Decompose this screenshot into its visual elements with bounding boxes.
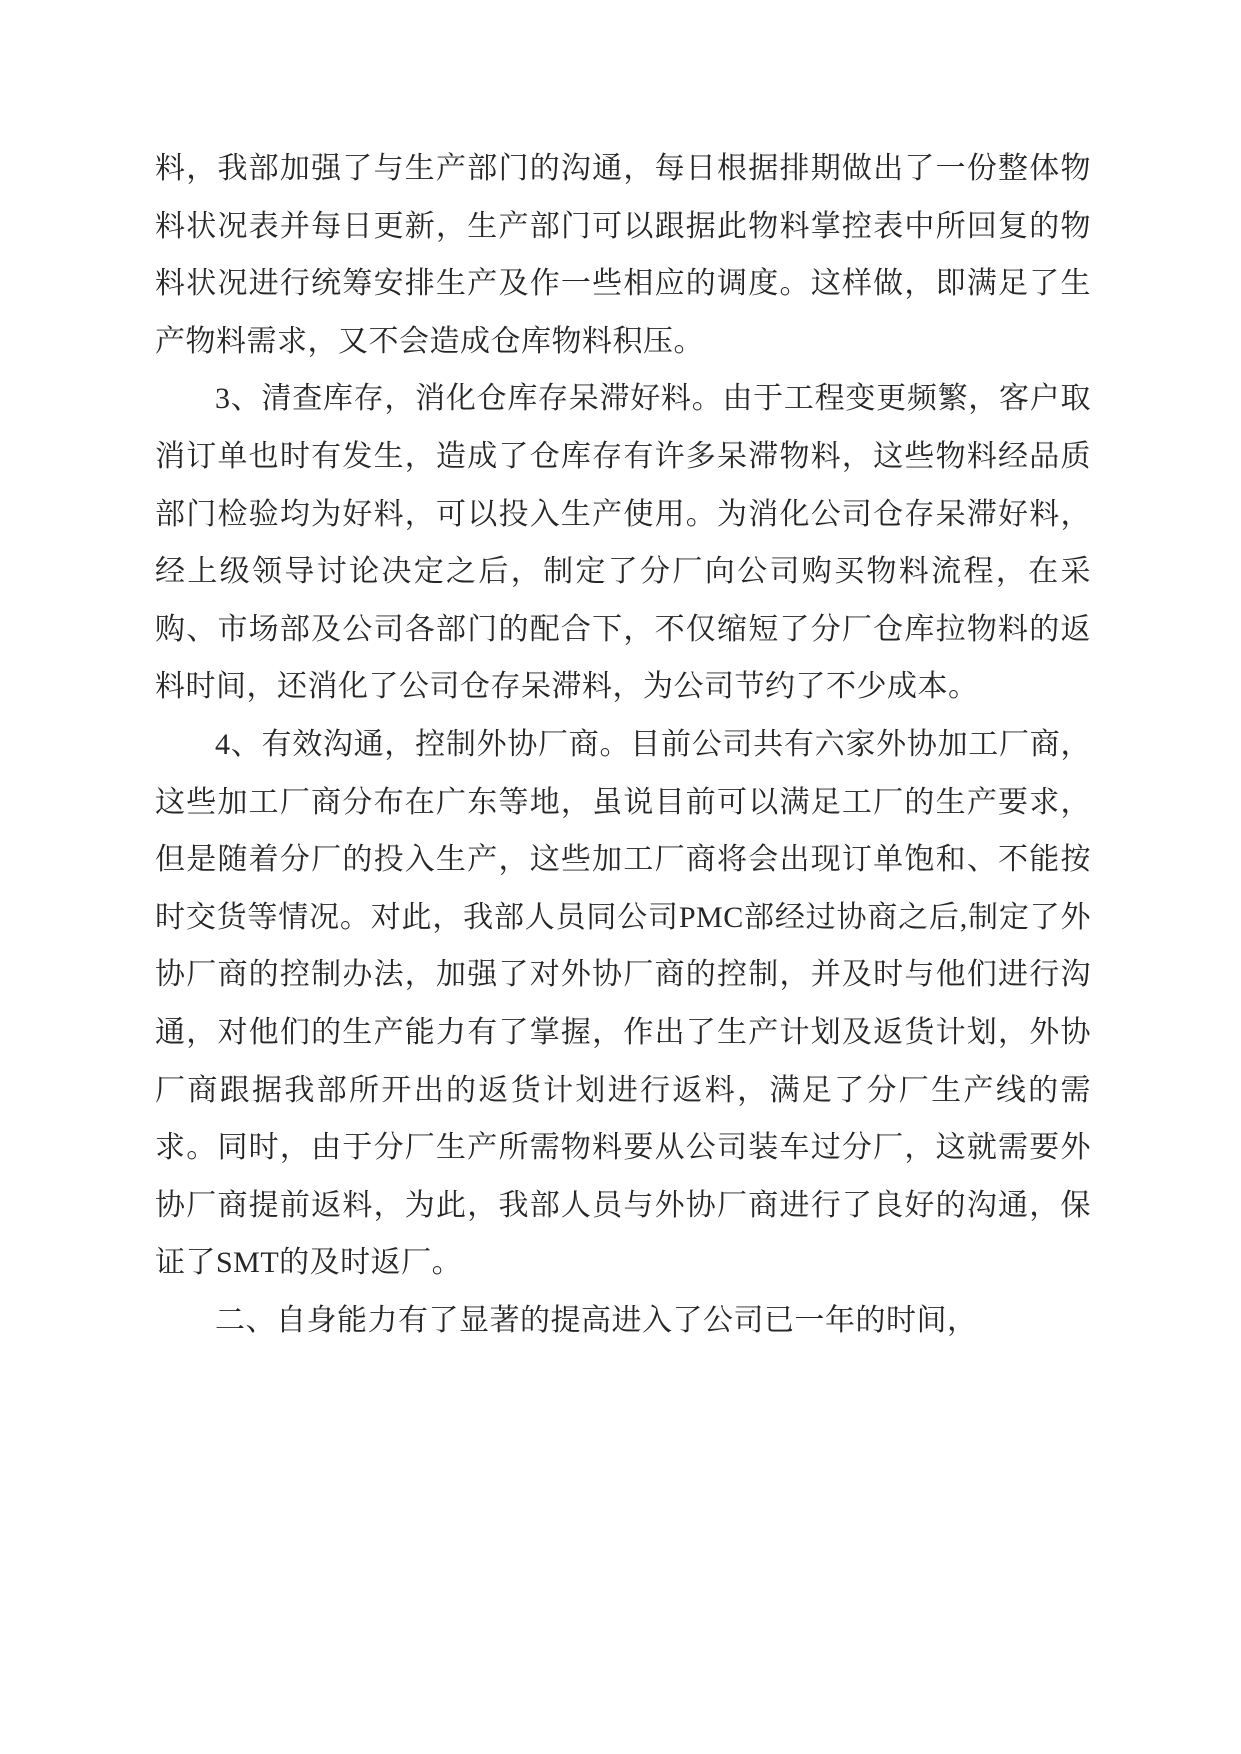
paragraph-section-two: 二、自身能力有了显著的提高进入了公司已一年的时间， <box>215 1303 978 1337</box>
document-body <box>155 140 1091 1349</box>
paragraph-continuation: 料，我部加强了与生产部门的沟通，每日根据排期做出了一份整体物料状况表并每日更新，生产部门可以跟据此物料掌控表中所回复的物料状况进行统筹安排生产及作一些相应的调度。这样做，即满足了生产物料需求，又不会造成仓库物料积压。 <box>155 152 1091 358</box>
paragraph-item-3: 3、清查库存，消化仓库存呆滞好料。由于工程变更频繁，客户取消订单也时有发生，造成了仓库存有许多呆滞物料，这些物料经品质部门检验均为好料，可以投入生产使用。为消化公司仓存呆滞好料，经上级领导讨论决定之后，制定了分厂向公司购买物料流程，在采购、市场部及公司各部门的配合下，不仅缩短了分厂仓库拉物料的返料时间，还消化了公司仓存呆滞料，为公司节约了不少成本。 <box>155 382 1091 704</box>
paragraph-item-4: 4、有效沟通，控制外协厂商。目前公司共有六家外协加工厂商，这些加工厂商分布在广东等地，虽说目前可以满足工厂的生产要求，但是随着分厂的投入生产，这些加工厂商将会出现订单饱和、不能按时交货等情况。对此，我部人员同公司PMC部经过协商之后,制定了外协厂商的控制办法，加强了对外协厂商的控制，并及时与他们进行沟通，对他们的生产能力有了掌握，作出了生产计划及返货计划，外协厂商跟据我部所开出的返货计划进行返料，满足了分厂生产线的需求。同时，由于分厂生产所需物料要从公司装车过分厂，这就需要外协厂商提前返料，为此，我部人员与外协厂商进行了良好的沟通，保证了SMT的及时返厂。 <box>155 727 1091 1280</box>
